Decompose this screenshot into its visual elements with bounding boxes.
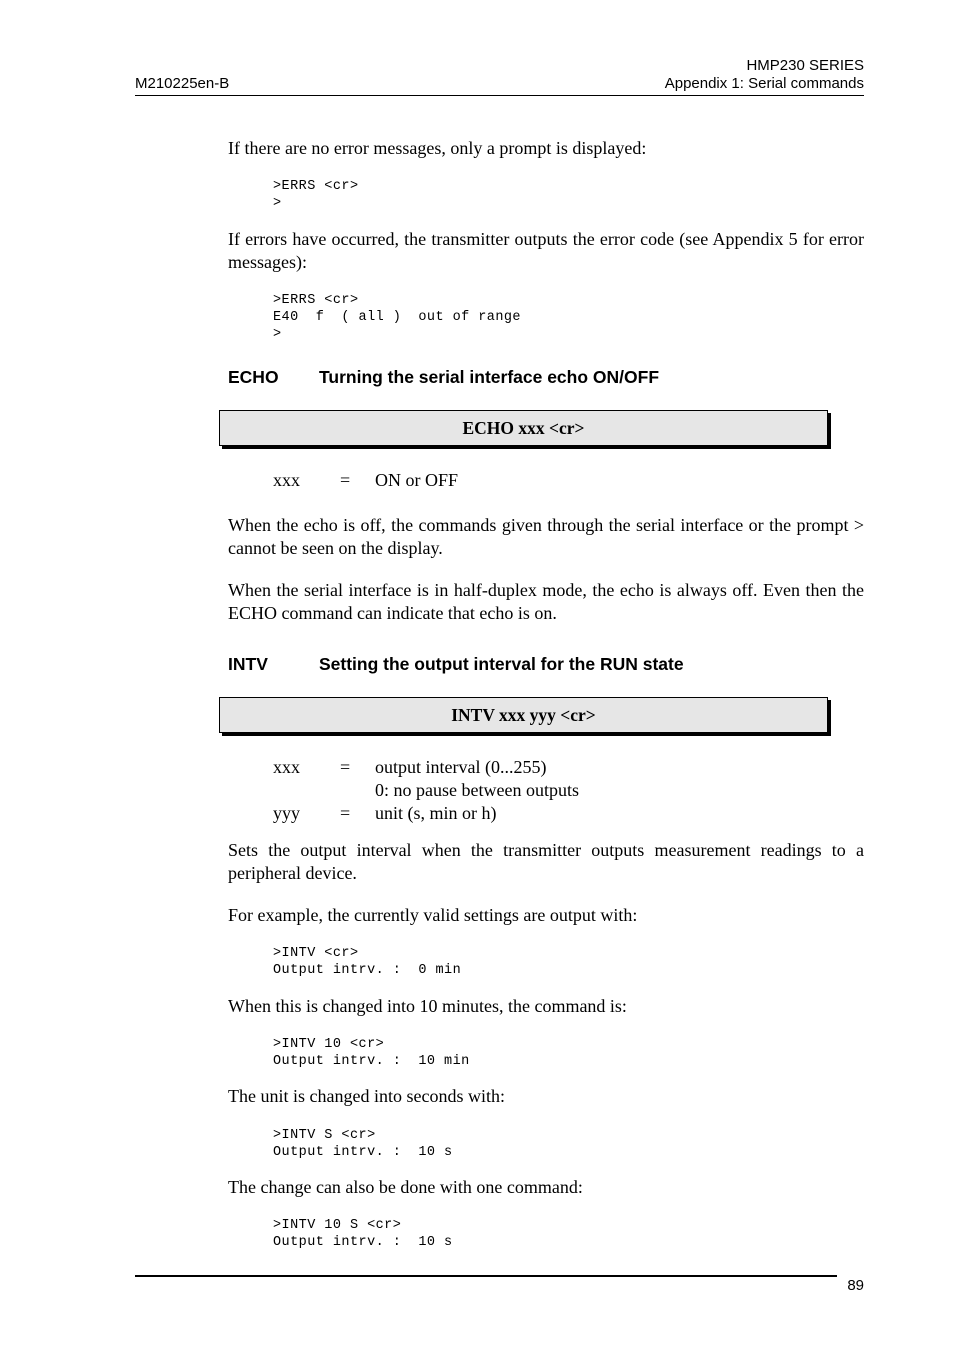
intv-command-syntax: INTV xxx yyy <cr> <box>451 704 596 725</box>
echo-paragraph-2: When the serial interface is in half-duplex mode, the echo is always off. Even then the ECHO command can indicate that echo is on. <box>228 580 864 623</box>
echo-param-desc: ON or OFF <box>375 470 459 490</box>
intv-paragraph-4: The unit is changed into seconds with: <box>228 1086 505 1106</box>
footer-rule <box>135 1275 837 1277</box>
paragraph-no-errors: If there are no error messages, only a prompt is displayed: <box>228 138 647 158</box>
document-id: M210225en-B <box>135 75 230 92</box>
intv-paragraph-3: When this is changed into 10 minutes, the command is: <box>228 996 627 1016</box>
intv-code-seconds: >INTV S <cr> Output intrv. : 10 s <box>273 1128 453 1160</box>
intv-code-query: >INTV <cr> Output intrv. : 0 min <box>273 946 462 978</box>
code-errs-output: >ERRS <cr> E40 f ( all ) out of range > <box>273 293 521 342</box>
intv-code-combined: >INTV 10 S <cr> Output intrv. : 10 s <box>273 1218 453 1250</box>
intv-paragraph-5: The change can also be done with one command: <box>228 1177 583 1197</box>
echo-param-equals: = <box>340 470 351 490</box>
intv-heading-key: INTV <box>228 654 268 674</box>
section-name: Appendix 1: Serial commands <box>664 75 864 92</box>
intv-heading-title: Setting the output interval for the RUN state <box>319 654 684 674</box>
code-errs-empty: >ERRS <cr> > <box>273 179 359 211</box>
intv-param-xxx-name: xxx <box>273 757 300 777</box>
paragraph-errors: If errors have occurred, the transmitter outputs the error code (see Appendix 5 for error messages): <box>228 229 864 272</box>
intv-param-yyy-name: yyy <box>273 803 300 823</box>
echo-heading-key: ECHO <box>228 367 279 387</box>
intv-param-yyy-equals: = <box>340 803 351 823</box>
echo-command-box <box>219 410 828 446</box>
intv-param-xxx-note: 0: no pause between outputs <box>375 780 579 800</box>
intv-code-10min: >INTV 10 <cr> Output intrv. : 10 min <box>273 1037 470 1069</box>
header-rule <box>135 95 864 96</box>
intv-paragraph-1: Sets the output interval when the transmitter outputs measurement readings to a peripheral device. <box>228 840 864 883</box>
intv-command-box <box>219 697 828 733</box>
intv-param-xxx-equals: = <box>340 757 351 777</box>
echo-heading-title: Turning the serial interface echo ON/OFF <box>319 367 660 387</box>
echo-command-syntax: ECHO xxx <cr> <box>462 417 585 438</box>
intv-param-xxx-desc: output interval (0...255) <box>375 757 547 777</box>
page-number: 89 <box>847 1277 864 1294</box>
series-name: HMP230 SERIES <box>746 57 864 74</box>
echo-paragraph-1: When the echo is off, the commands given through the serial interface or the prompt > cannot be seen on the display. <box>228 515 864 558</box>
intv-param-yyy-desc: unit (s, min or h) <box>375 803 497 823</box>
running-header <box>464 57 864 93</box>
echo-param-name: xxx <box>273 470 300 490</box>
intv-paragraph-2: For example, the currently valid settings are output with: <box>228 905 638 925</box>
